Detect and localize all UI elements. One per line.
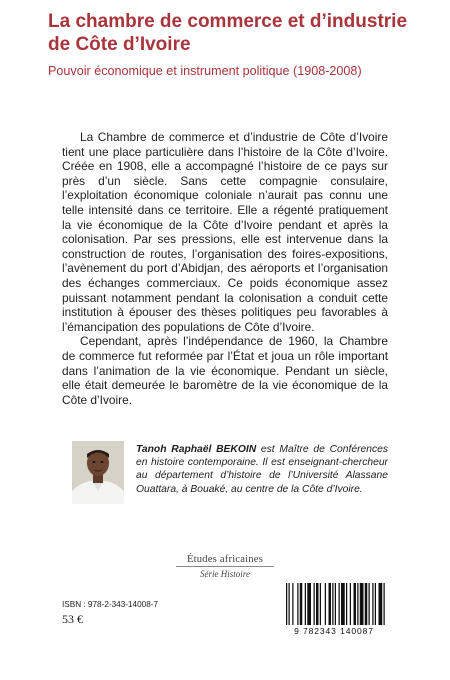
body-paragraph: Cependant, après l’indépendance de 1960, la Chambre de commerce fut reformée par l’État et joua un rôle important dans l’animation de la vie économique. Pendant un siècle, elle était demeurée le baromètre de la vie économique de la Côte d’Ivoire.: [62, 334, 388, 407]
author-bio: [136, 443, 388, 496]
isbn-label: ISBN : 978-2-343-14008-7: [62, 600, 159, 609]
collection-name: Études africaines: [186, 554, 264, 565]
price-label: 53 €: [62, 612, 83, 626]
book-subtitle: Pouvoir économique et instrument politique (1908-2008): [48, 64, 362, 78]
back-cover-text: [62, 130, 388, 407]
barcode-number: 9 782343 140087: [294, 626, 374, 636]
body-paragraph: La Chambre de commerce et d’industrie de Côte d’Ivoire tient une place particulière dans l’histoire de la Côte d’Ivoire. Créée en 1908, elle a accompagné l’histoire de ce pays sur près d’un siècle. Sans cette compagnie consulaire, l’exploitation économique coloniale n’aurait pas connu une telle intensité dans ce territoire. Elle a régenté pratiquement la vie économique de la Côte d’Ivoire pendant et après la colonisation. Par ses pressions, elle est intervenue dans la construction de routes, l’organisation des foires-expositions, l’avènement du port d’Abidjan, des aéroports et l’organisation des échanges commerciaux. Ce poids économique assez puissant notamment pendant la colonisation a conduit cette institution à épouser des thèses politiques peu favorables à l’émancipation des populations de Côte d’Ivoire.: [62, 130, 388, 334]
collection-series: Série Histoire: [200, 569, 250, 579]
book-title: La chambre de commerce et d’industrie de Côte d’Ivoire: [48, 11, 408, 55]
author-name: Tanoh Raphaël BEKOIN: [136, 444, 257, 455]
collection-block: [0, 554, 450, 579]
author-section: [0, 440, 450, 506]
collection-divider: [176, 566, 274, 567]
author-photo: [72, 441, 124, 504]
author-bio-text: est Maître de Conférences en histoire contemporaine. Il est enseignant-chercheur au département d’histoire de l’Université Alassane Ouattara, à Bouaké, au centre de la Côte d’Ivoire.: [136, 444, 388, 495]
barcode-bars: [278, 583, 390, 628]
barcode: [278, 583, 390, 639]
